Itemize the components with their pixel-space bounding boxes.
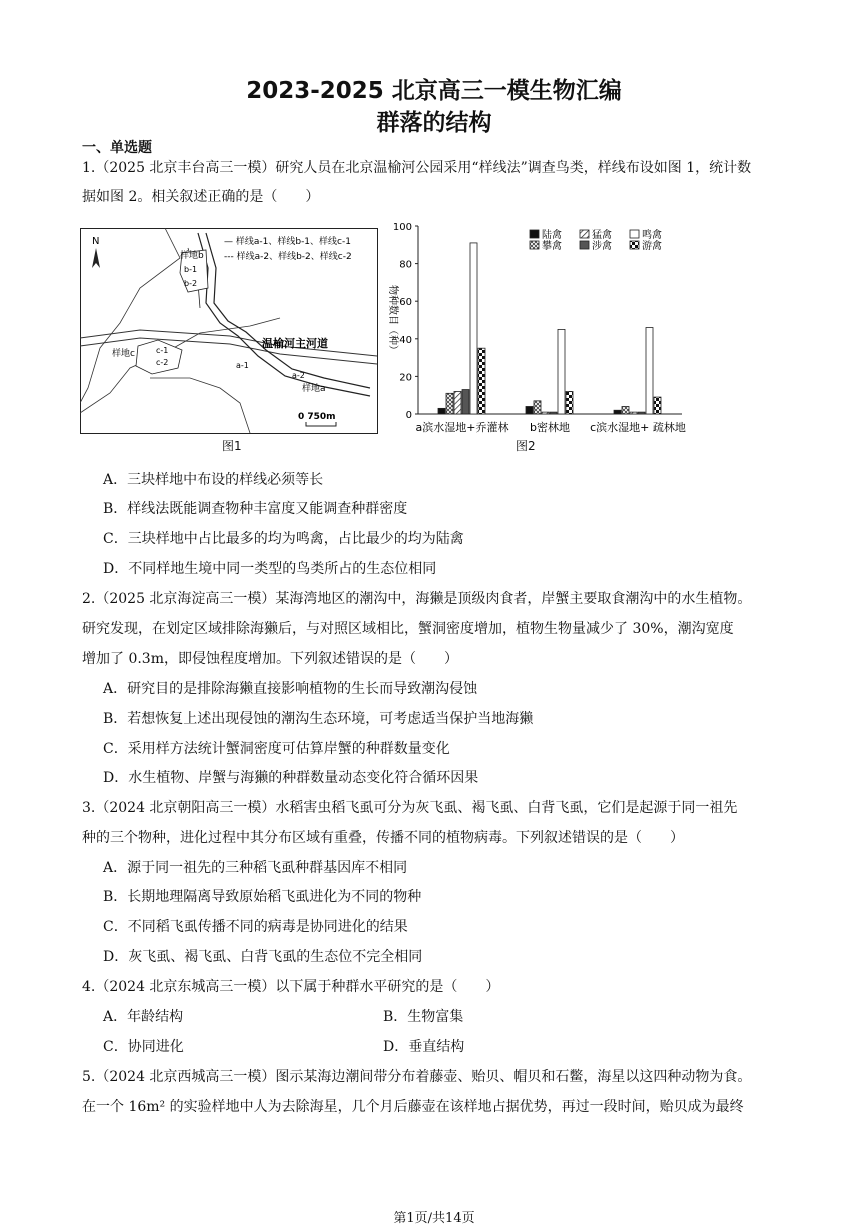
bar-猛禽-1 (542, 412, 549, 414)
bar-陆禽-1 (526, 406, 533, 414)
q4-option-d: D．垂直结构 (383, 1039, 465, 1055)
q2-stem-line2: 研究发现，在划定区域排除海獭后，与对照区域相比，蟹洞密度增加，植物生物量减少了 30%，潮沟宽度 (82, 621, 734, 637)
q1-option-d: D．不同样地生境中同一类型的鸟类所占的生态位相同 (103, 561, 437, 577)
x-tick-label: a滨水湿地+乔灌林 (415, 421, 509, 434)
y-tick-label: 100 (392, 222, 412, 233)
x-tick-label: b密林地 (530, 421, 570, 434)
q1-stem-line2: 据如图 2。相关叙述正确的是（ ） (82, 189, 320, 205)
legend-swatch (580, 241, 589, 249)
a1-label: a-1 (236, 361, 249, 370)
bar-游禽-2 (654, 397, 661, 414)
q3-option-b: B．长期地理隔离导致原始稻飞虱进化为不同的物种 (103, 889, 422, 905)
bar-鸣禽-0 (470, 243, 477, 414)
legend-label: 游禽 (642, 241, 662, 252)
bar-涉禽-1 (550, 412, 557, 414)
document-subtitle: 群落的结构 (376, 110, 492, 136)
river-label: 温榆河主河道 (262, 337, 328, 350)
bar-鸣禽-2 (646, 328, 653, 414)
q2-option-c: C．采用样方法统计蟹洞密度可估算岸蟹的种群数量变化 (103, 741, 450, 757)
q4-stem: 4.（2024 北京东城高三一模）以下属于种群水平研究的是（ ） (82, 979, 500, 995)
legend-swatch (580, 230, 589, 238)
map-legend-dashed: --- 样线a-2、样线b-2、样线c-2 (224, 252, 352, 262)
bar-攀禽-0 (446, 393, 453, 414)
c2-label: c-2 (156, 358, 169, 367)
legend-swatch (630, 241, 639, 249)
y-tick-label: 40 (399, 334, 412, 346)
page-footer: 第1页/共14页 (393, 1211, 475, 1226)
q1-stem-line1: 1.（2025 北京丰台高三一模）研究人员在北京温榆河公园采用“样线法”调查鸟类，样线布设如图 1，统计数 (82, 160, 752, 176)
bar-猛禽-0 (454, 391, 461, 414)
q3-option-a: A．源于同一祖先的三种稻飞虱种群基因库不相同 (103, 860, 408, 876)
bar-涉禽-0 (462, 390, 469, 414)
q1-option-a: A．三块样地中布设的样线必须等长 (103, 472, 324, 488)
q1-option-b: B．样线法既能调查物种丰富度又能调查种群密度 (103, 501, 408, 517)
q5-stem-line2: 在一个 16m² 的实验样地中人为去除海星，几个月后藤壶在该样地占据优势，再过一段时间，贻贝成为最终 (82, 1099, 744, 1115)
map-legend-solid: — 样线a-1、样线b-1、样线c-1 (224, 237, 351, 247)
bar-chart-svg (380, 218, 692, 440)
y-tick-label: 0 (405, 410, 412, 421)
q2-stem-line3: 增加了 0.3m，即侵蚀程度增加。下列叙述错误的是（ ） (82, 651, 458, 667)
q5-stem-line1: 5.（2024 北京西城高三一模）图示某海边潮间带分布着藤壶、贻贝、帽贝和石鳖，海星以这四种动物为食。 (82, 1069, 752, 1085)
b1-label: b-1 (184, 265, 198, 274)
y-tick-label: 60 (399, 297, 412, 309)
legend-swatch (630, 230, 639, 238)
scale-label: 0 750m (298, 412, 336, 422)
figure-2-caption: 图2 (516, 439, 536, 453)
q2-stem-line1: 2.（2025 北京海淀高三一模）某海湾地区的潮沟中，海獭是顶级肉食者，岸蟹主要取食潮沟中的水生植物。 (82, 591, 752, 607)
y-axis-label: 物种数目（种） (387, 285, 398, 355)
q2-option-b: B．若想恢复上述出现侵蚀的潮沟生态环境，可考虑适当保护当地海獭 (103, 711, 534, 727)
y-tick-label: 20 (399, 372, 412, 384)
x-tick-label: c滨水湿地+ 疏林地 (590, 421, 686, 434)
figure-2-chart (380, 218, 692, 440)
y-tick-label: 80 (399, 259, 412, 271)
q3-option-d: D．灰飞虱、褐飞虱、白背飞虱的生态位不完全相同 (103, 949, 423, 965)
bar-攀禽-2 (622, 406, 629, 414)
q4-option-a: A．年龄结构 (103, 1009, 184, 1025)
legend-swatch (530, 241, 539, 249)
bar-猛禽-2 (630, 412, 637, 414)
bar-鸣禽-1 (558, 329, 565, 414)
q3-stem-line2: 种的三个物种，进化过程中其分布区域有重叠，传播不同的植物病毒。下列叙述错误的是（ ） (82, 830, 684, 846)
a2-label: a-2 (292, 371, 305, 380)
q4-option-b: B．生物富集 (383, 1009, 464, 1025)
bar-攀禽-1 (534, 401, 541, 414)
bar-陆禽-0 (438, 408, 445, 414)
bar-游禽-0 (478, 348, 485, 414)
plot-c-label: 样地c (112, 349, 135, 359)
bar-游禽-1 (566, 391, 573, 414)
plot-a-label: 样地a (302, 384, 326, 394)
legend-label: 涉禽 (592, 241, 612, 252)
q3-option-c: C．不同稻飞虱传播不同的病毒是协同进化的结果 (103, 919, 408, 935)
legend-label: 攀禽 (542, 241, 562, 252)
bar-涉禽-2 (638, 412, 645, 414)
q2-option-a: A．研究目的是排除海獭直接影响植物的生长而导致潮沟侵蚀 (103, 681, 478, 697)
c1-label: c-1 (156, 346, 169, 355)
q2-option-d: D．水生植物、岸蟹与海獭的种群数量动态变化符合循环因果 (103, 770, 479, 786)
bar-陆禽-2 (614, 410, 621, 414)
q4-option-c: C．协同进化 (103, 1039, 184, 1055)
figure-1-caption: 图1 (222, 439, 242, 453)
legend-label: 猛禽 (592, 230, 612, 241)
legend-label: 陆禽 (542, 230, 562, 241)
figure-1-map (80, 228, 378, 434)
q3-stem-line1: 3.（2024 北京朝阳高三一模）水稻害虫稻飞虱可分为灰飞虱、褐飞虱、白背飞虱，它们是起源于同一祖先 (82, 800, 738, 816)
plot-b-label: 样地b (180, 251, 204, 261)
legend-swatch (530, 230, 539, 238)
north-label: N (92, 236, 100, 247)
section-heading: 一、单选题 (82, 140, 152, 156)
legend-label: 鸣禽 (642, 230, 662, 241)
document-title: 2023-2025 北京高三一模生物汇编 (246, 78, 622, 104)
b2-label: b-2 (184, 279, 198, 288)
q1-option-c: C．三块样地中占比最多的均为鸣禽，占比最少的均为陆禽 (103, 531, 464, 547)
